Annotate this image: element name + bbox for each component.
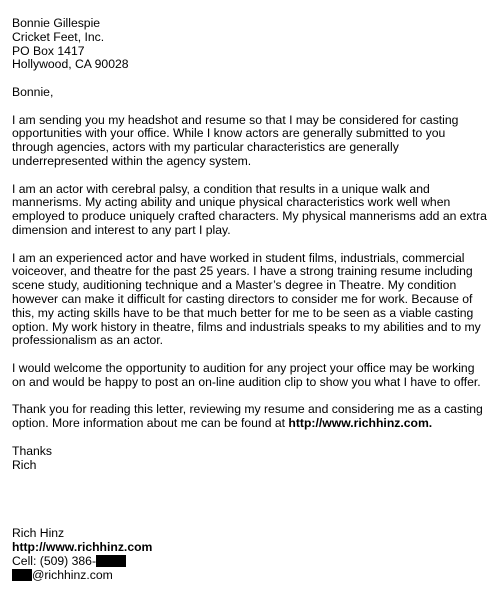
- recipient-city: Hollywood, CA 90028: [12, 57, 129, 72]
- text-line: option. My work history in theatre, films and industrials speaks to my abilities and to my: [12, 319, 481, 334]
- closing-text: option. More information about me can be found at: [12, 416, 289, 431]
- body-paragraph-4: [12, 362, 492, 390]
- signature-website-link[interactable]: http://www.richhinz.com: [12, 540, 153, 555]
- text-line: Thank you for reading this letter, reviewing my resume and considering me as a casting: [12, 402, 483, 417]
- recipient-company: Cricket Feet, Inc.: [12, 29, 105, 44]
- text-line: I am sending you my headshot and resume so that I may be considered for casting: [12, 112, 459, 127]
- text-line: scene study, auditioning technique and a Master’s degree in Theatre. My condition: [12, 278, 457, 293]
- signature-block: [12, 527, 492, 582]
- text-line: on and would be happy to post an on-line audition clip to show you what I have to offer.: [12, 374, 481, 389]
- text-line: through agencies, actors with my particular characteristics are generally: [12, 140, 399, 155]
- text-line: underrepresented within the agency system.: [12, 153, 252, 168]
- signoff-name: Rich: [12, 457, 37, 472]
- recipient-po-box: PO Box 1417: [12, 43, 85, 58]
- text-line: dimension and interest to any part I play.: [12, 222, 231, 237]
- salutation: Bonnie,: [12, 84, 54, 99]
- redaction-bar: [96, 555, 126, 567]
- text-line: professionalism as an actor.: [12, 333, 164, 348]
- text-line: opportunities with your office. While I know actors are generally submitted to you: [12, 126, 446, 141]
- signature-email: [12, 569, 492, 583]
- text-line: [12, 417, 492, 431]
- text-line: mannerisms. My acting ability and unique physical characteristics work well when: [12, 195, 451, 210]
- text-line: I am an actor with cerebral palsy, a condition that results in a unique walk and: [12, 181, 430, 196]
- text-line: voiceover, and theatre for the past 25 years. I have a strong training resume including: [12, 264, 473, 279]
- text-line: employed to produce uniquely crafted characters. My physical mannerisms add an extra: [12, 209, 487, 224]
- signoff: [12, 445, 492, 473]
- email-text: @richhinz.com: [32, 567, 113, 582]
- body-paragraph-1: [12, 114, 492, 169]
- website-link-inline[interactable]: http://www.richhinz.com.: [288, 416, 433, 431]
- closing-paragraph: [12, 403, 492, 431]
- recipient-address: [12, 17, 492, 72]
- letter-page: [12, 17, 492, 582]
- signoff-thanks: Thanks: [12, 443, 52, 458]
- recipient-name: Bonnie Gillespie: [12, 16, 101, 30]
- text-line: I would welcome the opportunity to audition for any project your office may be working: [12, 360, 475, 375]
- body-paragraph-2: [12, 183, 492, 238]
- text-line: I am an experienced actor and have worked in student films, industrials, commercial: [12, 250, 465, 265]
- signature-cell: [12, 555, 492, 569]
- text-line: this, my acting skills have to be that much better for me to be seen as a viable casting: [12, 305, 474, 320]
- signature-full-name: Rich Hinz: [12, 526, 65, 541]
- text-line: however can make it difficult for casting directors to consider me for work. Because of: [12, 291, 473, 306]
- redaction-bar: [12, 569, 32, 581]
- cell-text: Cell: (509) 386-: [12, 553, 96, 568]
- body-paragraph-3: [12, 252, 492, 349]
